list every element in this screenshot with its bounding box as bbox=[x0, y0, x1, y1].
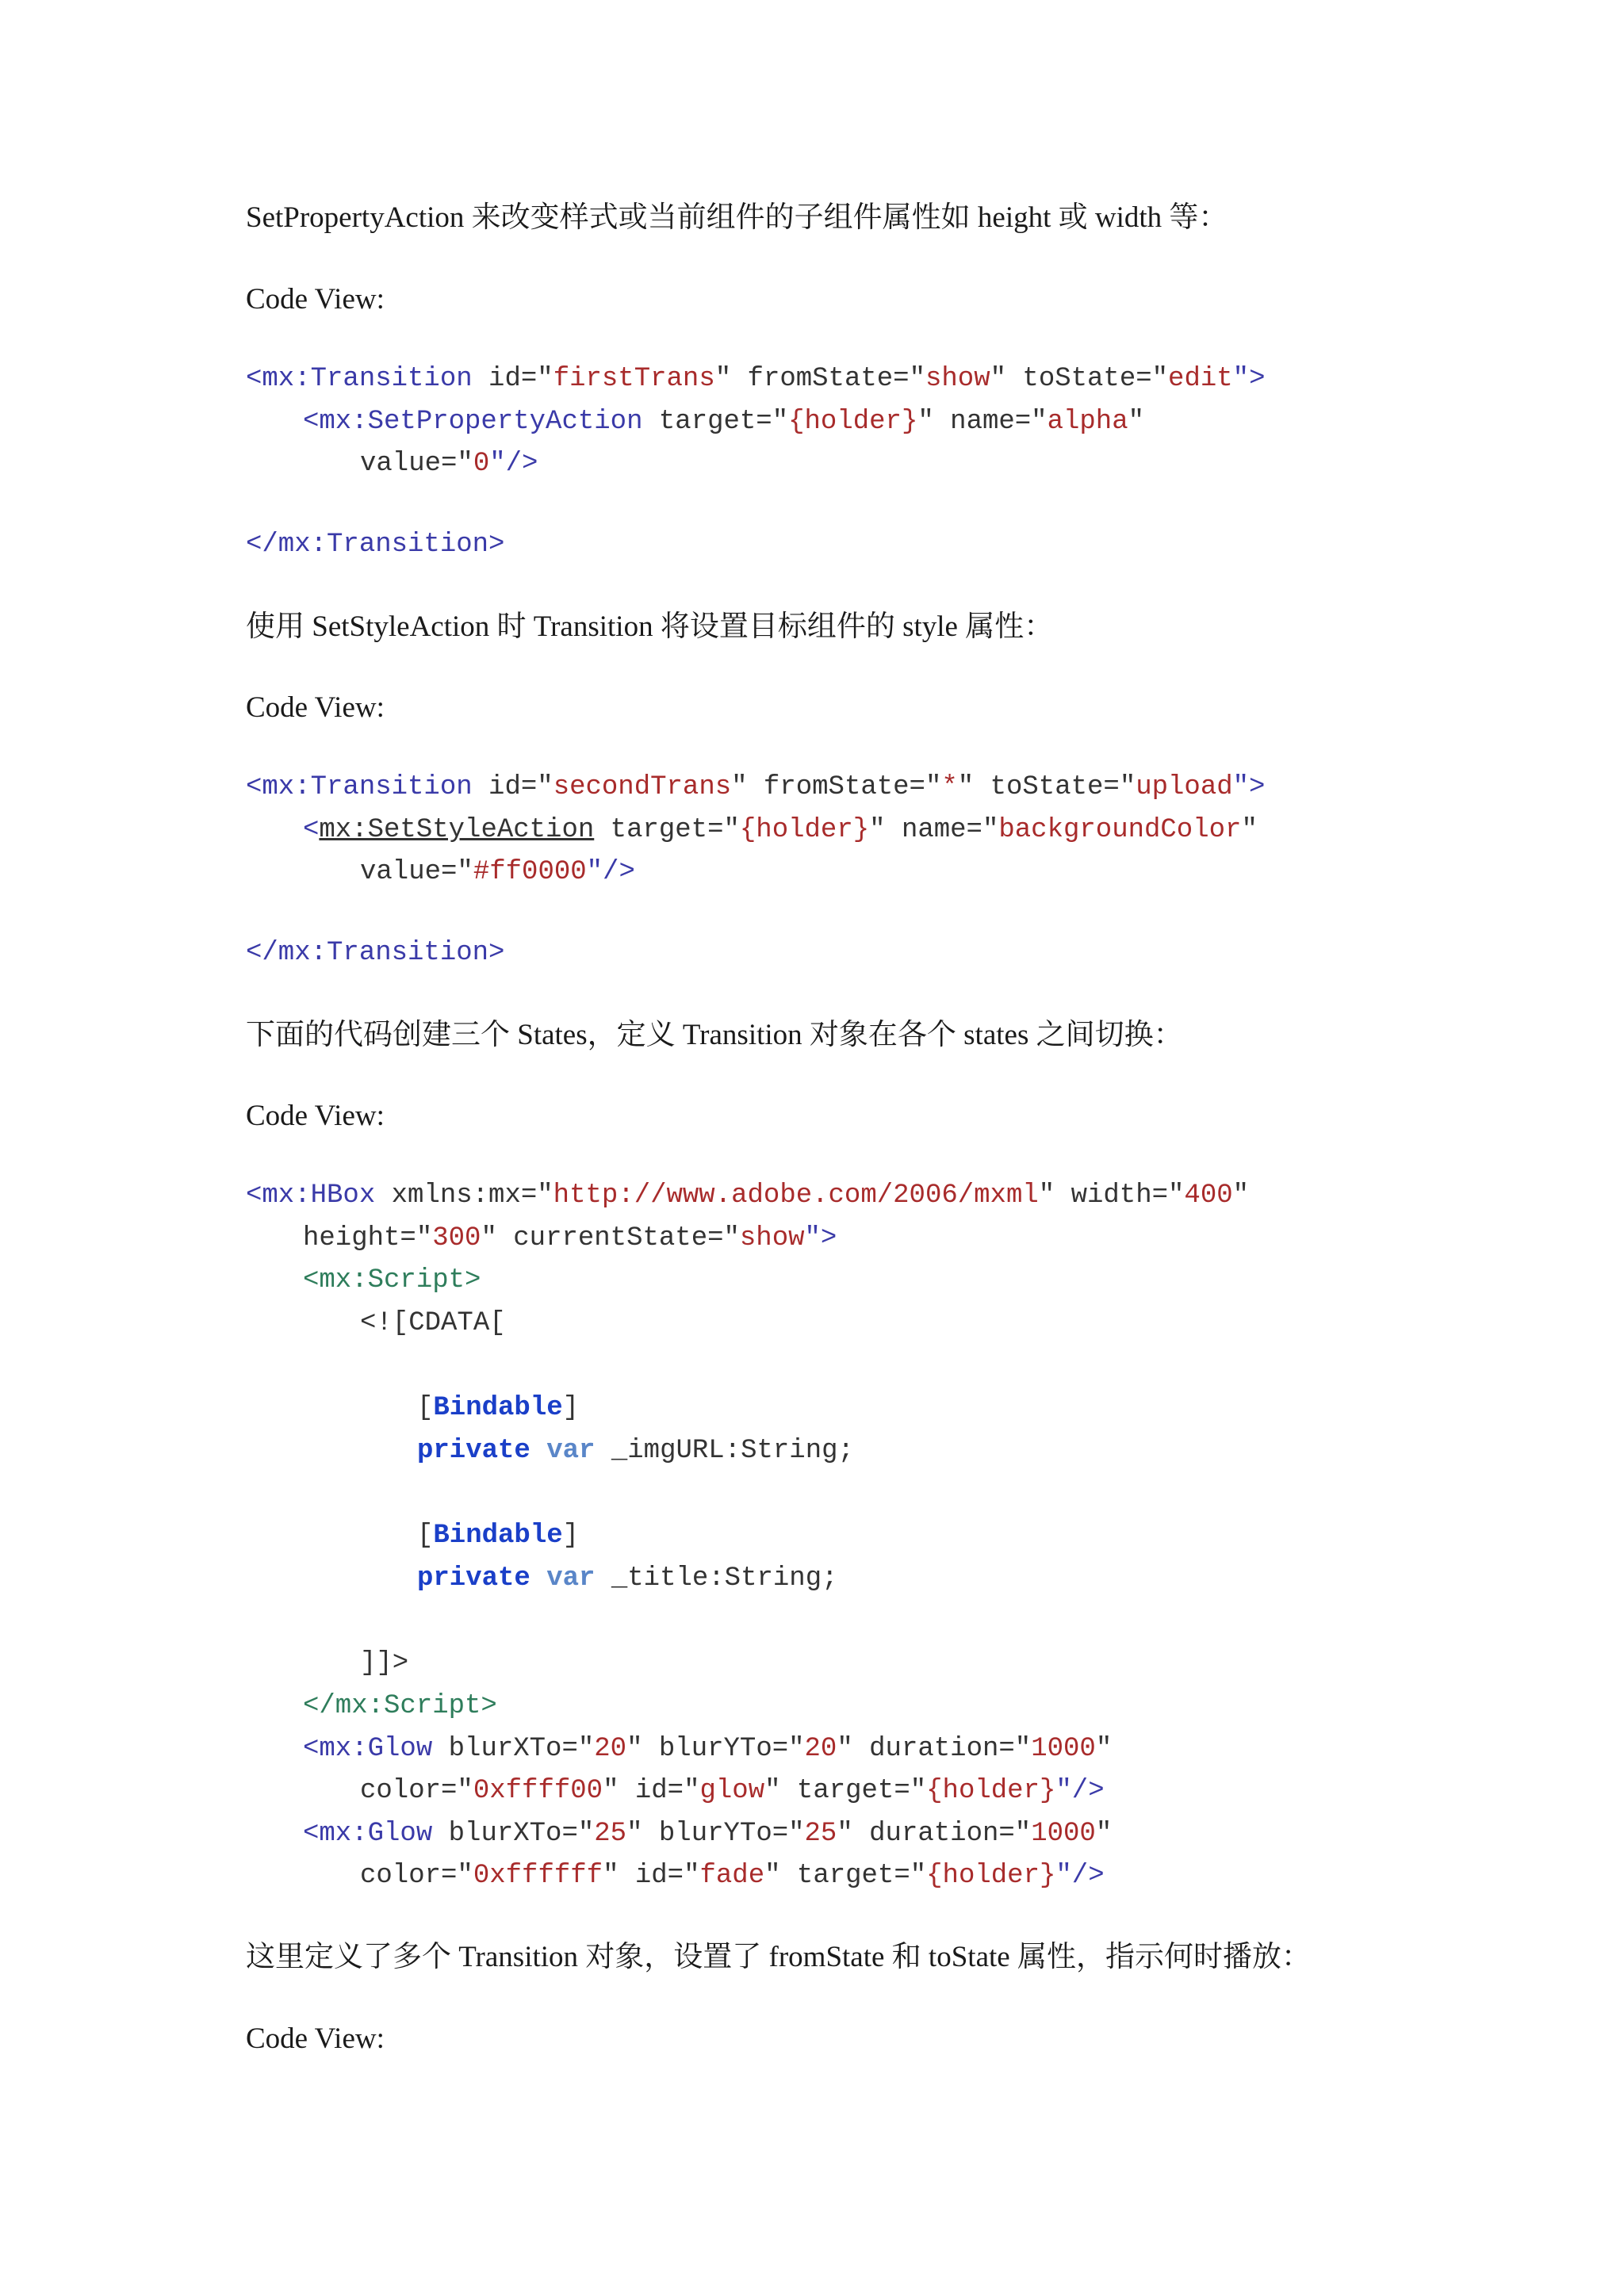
paragraph-transition-objects: 这里定义了多个 Transition 对象，设置了 fromState 和 toState 属性，指示何时播放： bbox=[246, 1941, 1311, 1973]
code-view-label: Code View: bbox=[246, 283, 385, 316]
code-line: </mx:Transition> bbox=[246, 530, 505, 560]
code-line: value="#ff0000"/> bbox=[360, 857, 635, 887]
code-line: private var _title:String; bbox=[417, 1563, 838, 1594]
code-line: </mx:Script> bbox=[303, 1691, 497, 1721]
code-line: ]]> bbox=[360, 1648, 409, 1678]
paragraph-setpropertyaction: SetPropertyAction 来改变样式或当前组件的子组件属性如 height 或 width 等： bbox=[246, 201, 1228, 234]
code-line: <mx:Glow blurXTo="25" blurYTo="25" duration="1000" bbox=[303, 1819, 1113, 1849]
code-line: <mx:SetStyleAction target="{holder}" name="backgroundColor" bbox=[303, 815, 1258, 845]
code-line: <mx:SetPropertyAction target="{holder}" name="alpha" bbox=[303, 407, 1145, 437]
code-line: <mx:HBox xmlns:mx="http://www.adobe.com/2006/mxml" width="400" bbox=[246, 1181, 1250, 1211]
code-line: <mx:Transition id="firstTrans" fromState="show" toState="edit"> bbox=[246, 364, 1266, 394]
code-line: [Bindable] bbox=[417, 1393, 580, 1423]
code-line: value="0"/> bbox=[360, 449, 538, 479]
code-line: height="300" currentState="show"> bbox=[303, 1223, 837, 1253]
paragraph-setstyleaction: 使用 SetStyleAction 时 Transition 将设置目标组件的 style 属性： bbox=[246, 610, 1054, 643]
code-line: color="0xffff00" id="glow" target="{holder}"/> bbox=[360, 1776, 1105, 1806]
code-view-label: Code View: bbox=[246, 2022, 385, 2055]
code-line: <mx:Transition id="secondTrans" fromState="*" toState="upload"> bbox=[246, 772, 1266, 802]
code-line: <mx:Glow blurXTo="20" blurYTo="20" duration="1000" bbox=[303, 1734, 1113, 1764]
code-view-label: Code View: bbox=[246, 1100, 385, 1132]
code-line: <mx:Script> bbox=[303, 1265, 481, 1295]
code-line: [Bindable] bbox=[417, 1521, 580, 1551]
paragraph-states-intro: 下面的代码创建三个 States，定义 Transition 对象在各个 states 之间切换： bbox=[246, 1019, 1183, 1051]
code-line: color="0xffffff" id="fade" target="{holder}"/> bbox=[360, 1861, 1105, 1891]
code-line: <![CDATA[ bbox=[360, 1308, 506, 1338]
code-view-label: Code View: bbox=[246, 691, 385, 724]
code-line: </mx:Transition> bbox=[246, 938, 505, 968]
code-line: private var _imgURL:String; bbox=[417, 1436, 854, 1466]
